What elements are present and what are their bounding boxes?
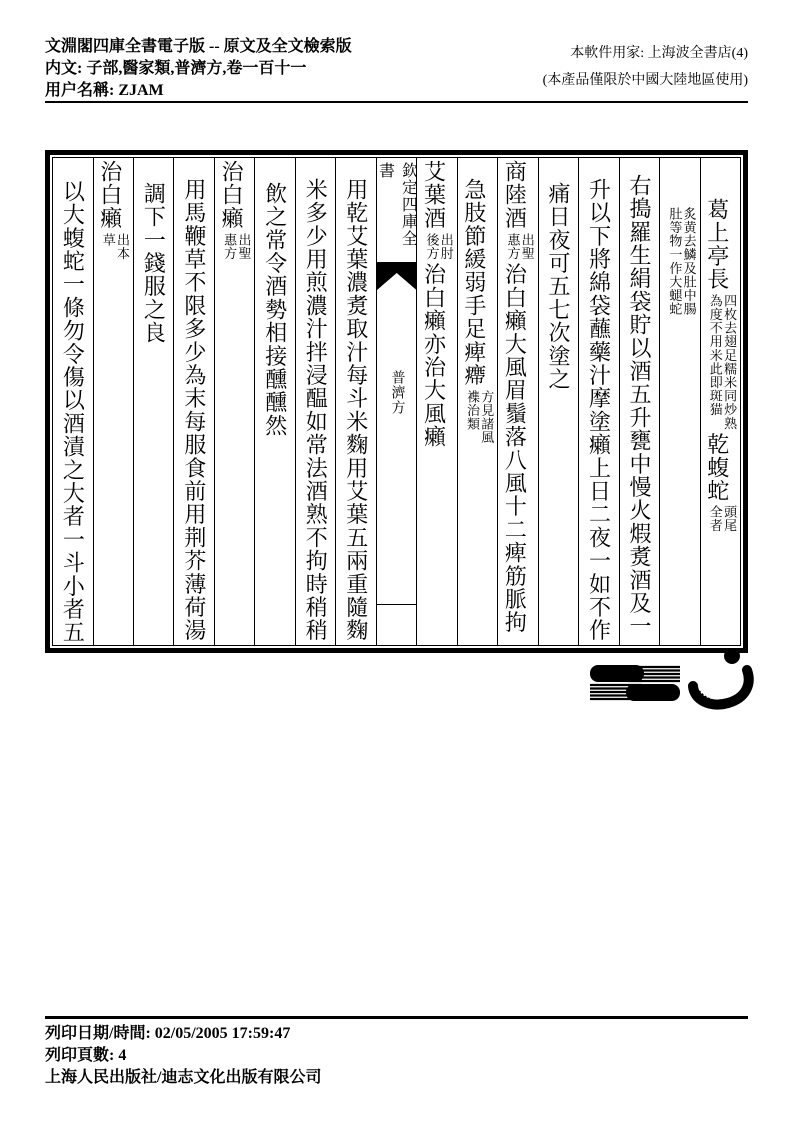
annotation xyxy=(505,233,534,260)
annotation xyxy=(465,390,494,444)
column-text: 乾蝮蛇 xyxy=(704,432,730,503)
column-flow xyxy=(97,158,129,645)
licensee-line: 本軟件用家: 上海波全書店(4) xyxy=(570,46,748,61)
column-text: 痛日夜可五七次塗之 xyxy=(546,182,572,391)
column-text: 商陸酒 xyxy=(502,160,528,230)
annotation-right-line: 方見諸風 xyxy=(479,389,495,445)
annotation-left-line: 肚等物一作大螁蛇 xyxy=(667,207,683,316)
column-flow xyxy=(664,158,696,645)
annotation-right-line: 出本 xyxy=(115,232,131,260)
text-column xyxy=(416,158,456,645)
text-column xyxy=(538,158,578,645)
banxin-column xyxy=(376,158,416,645)
column-text: 艾葉酒 xyxy=(421,160,447,230)
column-flow xyxy=(262,158,287,645)
column-flow xyxy=(343,158,368,645)
column-flow xyxy=(462,158,494,645)
column-flow xyxy=(704,158,736,645)
column-text: 調下一錢服之良 xyxy=(141,182,167,345)
header-right xyxy=(543,40,748,94)
annotation-left-line: 草 xyxy=(100,232,116,247)
column-text: 急肢節緩弱手足痺㿃 xyxy=(461,178,487,387)
column-text: 米多少用煎濃汁拌浸醖如常法酒熟不拘時稍稍 xyxy=(303,178,329,642)
annotation-left-line: 後方 xyxy=(424,232,440,260)
column-flow xyxy=(141,158,166,645)
banxin-series-title: 欽定四庫全書 xyxy=(376,162,417,247)
column-text: 升以下將綿袋蘸藥汁摩塗癩上日二夜一如不作 xyxy=(586,178,612,642)
column-flow xyxy=(182,158,207,645)
app-title: 文淵閣四庫全書電子版 -- 原文及全文檢索版 xyxy=(45,38,352,55)
annotation-right-line: 出肘 xyxy=(438,232,454,260)
header-divider xyxy=(45,101,748,103)
text-column xyxy=(659,158,699,645)
column-text: 用馬鞭草不限多少為末每服食前用荆芥薄荷湯 xyxy=(181,178,207,642)
annotation xyxy=(707,294,736,430)
text-column xyxy=(619,158,659,645)
annotation xyxy=(707,505,736,532)
print-page-count: 列印頁數: 4 xyxy=(45,1047,127,1064)
publisher-line: 上海人民出版社/迪志文化出版有限公司 xyxy=(45,1069,322,1086)
column-text: 葛上亭長 xyxy=(704,198,730,291)
text-column xyxy=(578,158,618,645)
annotation-left-line: 惠方 xyxy=(222,232,238,260)
annotation-left-line: 惠方 xyxy=(505,232,521,260)
column-text: 以大蝮蛇一條勿令傷以酒漬之大者一斗小者五 xyxy=(60,180,86,644)
text-column xyxy=(457,158,497,645)
text-column xyxy=(214,158,254,645)
column-text: 治白癩大風眉鬚落八風十二痺筋脈拘 xyxy=(502,262,528,635)
column-flow xyxy=(60,158,85,645)
banxin-spacer xyxy=(377,415,416,604)
text-column xyxy=(254,158,294,645)
annotation-right-line: 四枚去翅足糯米同炒熟 xyxy=(722,293,738,430)
column-flow xyxy=(502,158,534,645)
column-flow xyxy=(303,158,328,645)
annotation-left-line: 為度不用米此即斑猫 xyxy=(707,293,723,417)
text-column xyxy=(173,158,213,645)
column-text: 治白癩 xyxy=(219,160,245,230)
column-flow xyxy=(546,158,571,645)
text-column xyxy=(335,158,375,645)
annotation-right-line: 頭尾 xyxy=(722,505,738,533)
text-column xyxy=(93,158,133,645)
annotation xyxy=(667,207,696,316)
header-left xyxy=(45,36,352,102)
annotation-left-line: 襍治類 xyxy=(464,389,480,431)
annotation xyxy=(100,233,129,260)
column-text: 右搗羅生絹袋貯以酒五升甕中慢火煆煑酒及一 xyxy=(626,174,652,638)
annotation-right-line: 出聖 xyxy=(236,232,252,260)
column-flow xyxy=(627,158,652,645)
text-column xyxy=(53,158,92,645)
annotation-right-line: 出聖 xyxy=(519,232,535,260)
fishtail-ornament-icon xyxy=(377,262,416,290)
column-text: 用乾艾葉濃煑取汁每斗米麴用艾葉五兩重隨麴 xyxy=(343,178,369,642)
annotation xyxy=(222,233,251,260)
print-datetime: 列印日期/時間: 02/05/2005 17:59:47 xyxy=(45,1025,291,1042)
annotation-right-line: 炙黄去鱗及肚中腸 xyxy=(681,207,697,316)
text-column xyxy=(497,158,537,645)
footer-divider xyxy=(45,1016,748,1019)
column-flow xyxy=(421,158,453,645)
column-text: 治白癩 xyxy=(97,160,123,230)
text-column xyxy=(295,158,335,645)
column-text: 飲之常令酒勢相接醺醺然 xyxy=(262,182,288,438)
brush-swirl-logo-icon xyxy=(684,646,754,712)
column-text: 治白癩亦治大風癩 xyxy=(421,262,447,449)
column-flow xyxy=(586,158,611,645)
annotation-left-line: 全者 xyxy=(707,505,723,533)
footer xyxy=(45,1023,321,1089)
license-restriction-line: (本產品僅限於中國大陸地區使用) xyxy=(542,73,748,88)
page-frame xyxy=(45,150,748,653)
user-name-line: 用户名稱: ZJAM xyxy=(45,82,164,99)
annotation xyxy=(424,233,453,260)
text-frame-columns xyxy=(52,157,741,646)
text-column xyxy=(133,158,173,645)
content-breadcrumb: 内文: 子部,醫家類,普濟方,卷一百十一 xyxy=(45,60,307,77)
banxin-book-title: 普濟方 xyxy=(389,370,405,415)
column-flow xyxy=(219,158,251,645)
text-column xyxy=(700,158,740,645)
stacked-books-logo-icon xyxy=(588,663,682,703)
banxin-bottom-cell xyxy=(377,604,416,645)
